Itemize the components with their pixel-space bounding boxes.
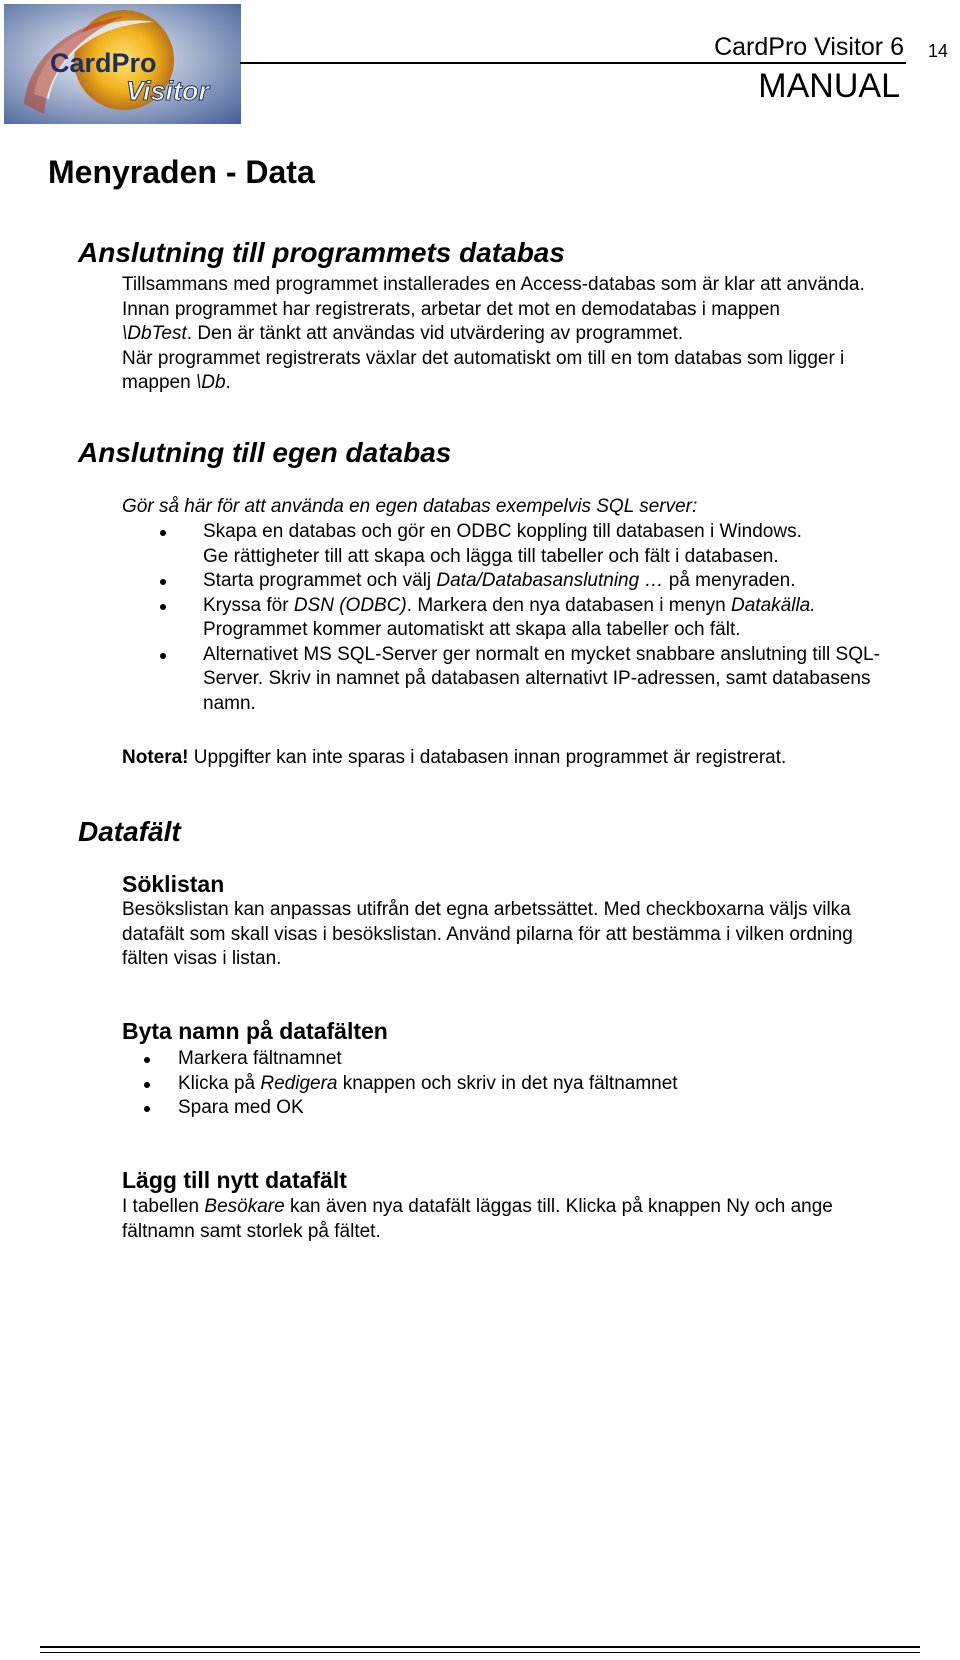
text-span: Starta programmet och välj <box>203 570 437 591</box>
text-span: kan även nya datafält läggas till. Klicka på knappen Ny och ange <box>284 1196 833 1217</box>
heading-program-database: Anslutning till programmets databas <box>78 237 565 268</box>
own-database-steps <box>122 520 952 716</box>
list-item <box>122 520 952 569</box>
page-title: Menyraden - Data <box>48 154 315 190</box>
header-rule <box>240 62 906 64</box>
path-db: \Db <box>195 372 226 393</box>
text-line: namn. <box>203 692 256 714</box>
list-item: Markera fältnamnet <box>122 1047 922 1072</box>
logo-text-cardpro: CardPro <box>50 48 157 78</box>
list-item <box>122 569 952 594</box>
section-program-database-text <box>122 273 922 396</box>
text-span: Kryssa för <box>203 594 294 616</box>
paragraph-line: Innan programmet har registrerats, arbetar det mot en demodatabas i mappen <box>122 298 780 320</box>
text-line: fälten visas i listan. <box>122 948 282 969</box>
byta-namn-steps <box>122 1047 922 1121</box>
subheading-lagg-till: Lägg till nytt datafält <box>122 1167 347 1193</box>
paragraph-line <box>122 322 922 347</box>
subheading-soklistan: Söklistan <box>122 871 225 897</box>
option-dsn: DSN (ODBC) <box>293 594 407 616</box>
text-span: mappen <box>122 372 196 393</box>
list-item: Spara med OK <box>122 1096 922 1121</box>
text-line: Ge rättigheter till att skapa och lägga till tabeller och fält i databasen. <box>203 545 779 567</box>
paragraph-line: Tillsammans med programmet installerades en Access-databas som är klar att använda. <box>122 274 865 295</box>
path-dbtest: \DbTest <box>122 323 187 344</box>
soklistan-text <box>122 898 942 972</box>
text-span: på menyraden. <box>663 570 796 591</box>
text-line: Alternativet MS SQL-Server ger normalt en mycket snabbare anslutning till SQL- <box>203 643 880 665</box>
paragraph-line <box>122 371 922 396</box>
text-line: fältnamn samt storlek på fältet. <box>122 1220 381 1242</box>
text-line: Besökslistan kan anpassas utifrån det egna arbetssättet. Med checkboxarna väljs vilka <box>122 899 851 920</box>
subheading-byta-namn: Byta namn på datafälten <box>122 1018 388 1044</box>
cardpro-logo <box>4 4 241 124</box>
own-database-intro: Gör så här för att använda en egen databas exempelvis SQL server: <box>122 496 698 517</box>
paragraph-line: När programmet registrerats växlar det automatiskt om till en tom databas som ligger i <box>122 347 845 369</box>
menu-path: Data/Databasanslutning … <box>436 570 664 591</box>
footer-rule-top <box>40 1646 920 1648</box>
text-line: Programmet kommer automatiskt att skapa alla tabeller och fält. <box>203 619 741 640</box>
menu-datakalla: Datakälla. <box>731 594 816 616</box>
text-line: datafält som skall visas i besökslistan. Använd pilarna för att bestämma i vilken ordning <box>122 923 853 945</box>
heading-own-database: Anslutning till egen databas <box>78 437 452 468</box>
text-span: knappen och skriv in det nya fältnamnet <box>337 1072 678 1094</box>
text-line: Skapa en databas och gör en ODBC koppling till databasen i Windows. <box>203 521 802 542</box>
table-name-besokare: Besökare <box>204 1196 285 1217</box>
note-label: Notera! <box>122 747 189 768</box>
text-span: I tabellen <box>122 1196 205 1217</box>
text-span: . Den är tänkt att användas vid utvärdering av programmet. <box>186 323 684 344</box>
heading-datafalt: Datafält <box>78 816 181 847</box>
button-name-redigera: Redigera <box>260 1072 338 1094</box>
list-item <box>122 643 952 717</box>
page-number: 14 <box>928 41 949 61</box>
text-line: Server. Skriv in namnet på databasen alternativt IP-adressen, samt databasens <box>203 668 871 689</box>
note <box>122 746 786 771</box>
text-span: . <box>225 372 231 393</box>
list-item <box>122 594 952 643</box>
logo-text-visitor: Visitor <box>126 76 210 106</box>
header-product: CardPro Visitor 6 <box>714 33 904 61</box>
note-text: Uppgifter kan inte sparas i databasen innan programmet är registrerat. <box>188 747 787 768</box>
text-span: Klicka på <box>178 1072 261 1094</box>
text-span: . Markera den nya databasen i menyn <box>406 594 732 616</box>
footer-rule-bottom <box>40 1652 920 1653</box>
list-item <box>122 1072 922 1097</box>
lagg-till-text <box>122 1195 942 1244</box>
header-manual: MANUAL <box>758 67 900 105</box>
